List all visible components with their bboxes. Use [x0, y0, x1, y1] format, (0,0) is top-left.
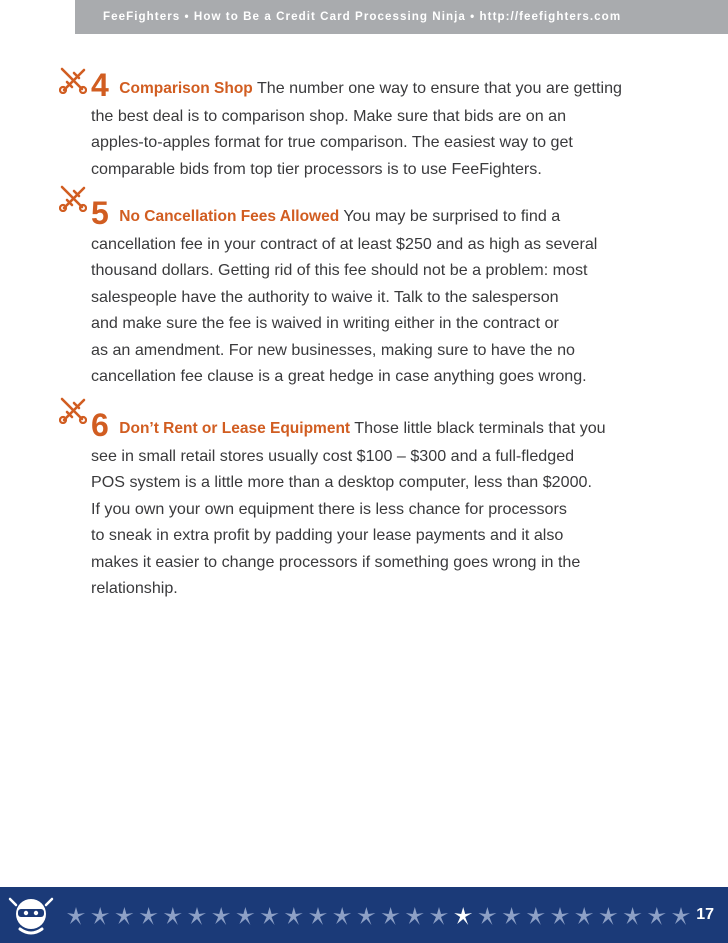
throwing-star-icon — [430, 907, 448, 925]
tip-text-line: apples-to-apples format for true comparison. The easiest way to get — [91, 133, 573, 151]
tip-number: 5 — [91, 195, 109, 231]
throwing-star-icon — [575, 907, 593, 925]
tip-heading-line — [91, 197, 671, 231]
tip-no-cancellation-fees — [91, 197, 671, 390]
throwing-star-icon — [672, 907, 690, 925]
throwing-star-icon — [478, 907, 496, 925]
running-header — [75, 0, 728, 34]
tip-text-line: salespeople have the authority to waive it. Talk to the salesperson — [91, 287, 559, 306]
throwing-star-icon — [261, 907, 279, 925]
throwing-star-pattern — [64, 905, 704, 927]
throwing-star-icon — [357, 907, 375, 925]
tip-text-line: thousand dollars. Getting rid of this fee should not be a problem: most — [91, 261, 588, 279]
tip-text-line: If you own your own equipment there is less chance for processors — [91, 499, 567, 518]
tip-text-line: comparable bids from top tier processors is to use FeeFighters. — [91, 159, 542, 178]
throwing-star-icon — [551, 907, 569, 925]
tip-text-line: cancellation fee clause is a great hedge in case anything goes wrong. — [91, 367, 587, 385]
tip-heading-line — [91, 409, 671, 443]
tip-text-line: as an amendment. For new businesses, making sure to have the no — [91, 340, 575, 359]
throwing-star-icon — [91, 907, 109, 925]
throwing-star-icon — [406, 907, 424, 925]
tip-text-line: makes it easier to change processors if something goes wrong in the — [91, 552, 581, 571]
crossed-swords-icon — [59, 396, 87, 424]
tip-text-line: relationship. — [91, 579, 178, 597]
throwing-star-icon — [285, 907, 303, 925]
tip-text-line: see in small retail stores usually cost $100 – $300 and a full-fledged — [91, 446, 575, 465]
throwing-star-icon — [236, 907, 254, 925]
tip-number: 6 — [91, 407, 109, 443]
throwing-star-icon — [212, 907, 230, 925]
throwing-star-icon — [382, 907, 400, 925]
page-number: 17 — [696, 906, 714, 923]
tip-number: 4 — [91, 67, 109, 103]
throwing-star-icon — [164, 907, 182, 925]
tip-text-line: cancellation fee in your contract of at least $250 and as high as several — [91, 234, 598, 253]
throwing-star-icon — [188, 907, 206, 925]
crossed-swords-icon — [59, 66, 87, 94]
tip-text: Those little black terminals that you — [354, 419, 606, 437]
tip-comparison-shop — [91, 69, 671, 182]
throwing-star-icon — [648, 907, 666, 925]
tip-text-line: the best deal is to comparison shop. Make sure that bids are on an — [91, 106, 567, 125]
throwing-star-icon — [309, 907, 327, 925]
throwing-star-icon — [333, 907, 351, 925]
tip-title: No Cancellation Fees Allowed — [119, 208, 340, 225]
header-text: FeeFighters • How to Be a Credit Card Processing Ninja • http://feefighters.com — [103, 10, 622, 23]
throwing-star-icon — [115, 907, 133, 925]
throwing-star-icon — [67, 907, 85, 925]
tip-dont-rent-or-lease — [91, 409, 671, 602]
tip-title: Comparison Shop — [119, 80, 253, 97]
tip-title: Don’t Rent or Lease Equipment — [119, 420, 351, 437]
throwing-star-icon — [599, 907, 617, 925]
tip-heading-line — [91, 69, 671, 103]
tip-text: The number one way to ensure that you are getting — [256, 79, 622, 97]
throwing-star-icon — [454, 907, 472, 925]
ninja-mascot-icon — [8, 893, 54, 939]
tip-text-line: to sneak in extra profit by padding your lease payments and it also — [91, 526, 564, 544]
throwing-star-icon — [503, 907, 521, 925]
crossed-swords-icon — [59, 184, 87, 212]
throwing-star-icon — [624, 907, 642, 925]
throwing-star-icon — [527, 907, 545, 925]
tip-text-line: POS system is a little more than a desktop computer, less than $2000. — [91, 473, 592, 491]
tip-text-line: and make sure the fee is waived in writing either in the contract or — [91, 314, 559, 332]
tip-text: You may be surprised to find a — [343, 207, 561, 225]
throwing-star-icon — [140, 907, 158, 925]
page-footer — [0, 887, 728, 943]
